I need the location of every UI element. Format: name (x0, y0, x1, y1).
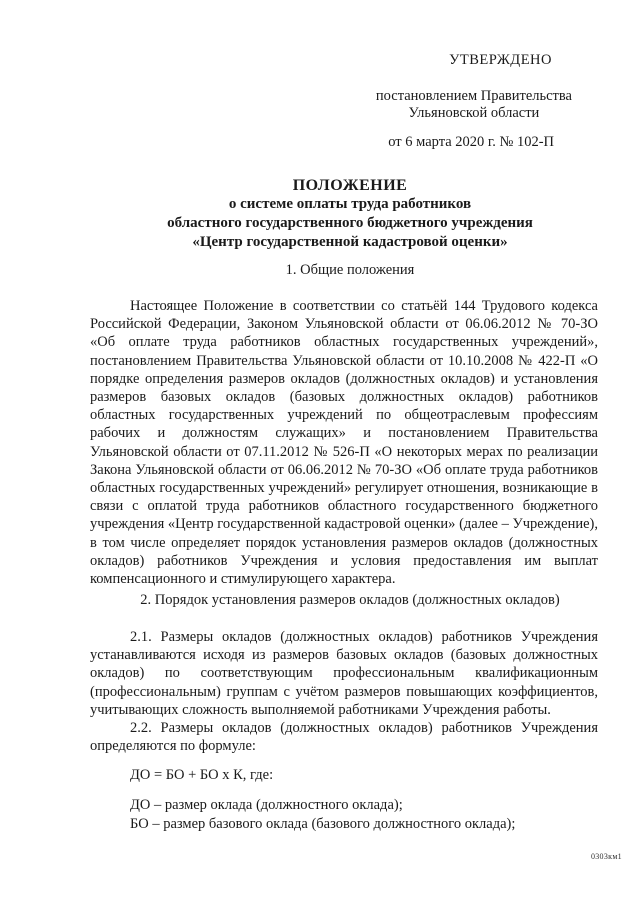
section-1-paragraph: Настоящее Положение в соответствии со статьёй 144 Трудового кодекса Российской Федерации, Законом Ульяновской области от 06.06.2012 № 70-ЗО «Об оплате труда работников областных государственных учреждений», постановлением Правительства Ульяновской области от 10.10.2008 № 422-П «О порядке определения размеров окладов (должностных окладов) и установления размеров базовых окладов (базовых должностных окладов) работников областных государственных учреждений по общеотраслевым профессиям рабочих и должностям служащих» и постановлением Правительства Ульяновской области от 07.11.2012 № 526-П «О некоторых мерах по реализации Закона Ульяновской области от 06.06.2012 № 70-ЗО «Об оплате труда работников областных государственных учреждений» регулирует отношения, возникающие в связи с оплатой труда работников областного государственного бюджетного учреждения «Центр государственной кадастровой оценки» (далее – Учреждение), в том числе определяет порядок установления размеров окладов (должностных окладов) работников Учреждения и условия предоставления им выплат компенсационного и стимулирующего характера. (90, 298, 598, 588)
decree-line-1: постановлением Правительства (375, 88, 572, 104)
section-1-heading: 1. Общие положения (285, 262, 415, 278)
section-1-body (90, 297, 598, 588)
approved-label: УТВЕРЖДЕНО (449, 52, 552, 68)
paragraph-2-1: 2.1. Размеры окладов (должностных окладов) работников Учреждения устанавливаются исходя из размеров базовых окладов (базовых должностных окладов) по соответствующим профессиональным квалификационным (профессиональным) группам с учётом размеров повышающих коэффициентов, учитывающих сложность выполняемой работниками Учреждения работы. (90, 629, 598, 718)
title-line-1: о системе оплаты труда работников (228, 196, 472, 212)
paragraph-2-2: 2.2. Размеры окладов (должностных окладов) работников Учреждения определяются по формуле: (90, 720, 598, 755)
decree-date: от 6 марта 2020 г. № 102-П (388, 134, 554, 150)
decree-line-2: Ульяновской области (408, 105, 540, 121)
definition-do: ДО – размер оклада (должностного оклада); (130, 797, 403, 813)
title-line-2: областного государственного бюджетного учреждения (167, 215, 533, 231)
document-title (0, 176, 640, 252)
section-2-body (90, 628, 598, 755)
title-line-3: «Центр государственной кадастровой оценки» (192, 234, 508, 250)
page-stamp: 0303км1 (590, 852, 622, 861)
title-main: ПОЛОЖЕНИЕ (292, 177, 408, 194)
definition-bo: БО – размер базового оклада (базового должностного оклада); (130, 816, 516, 832)
formula: ДО = БО + БО х К, где: (130, 767, 274, 783)
decree-text (376, 88, 572, 122)
section-2-heading: 2. Порядок установления размеров окладов (должностных окладов) (140, 592, 560, 608)
